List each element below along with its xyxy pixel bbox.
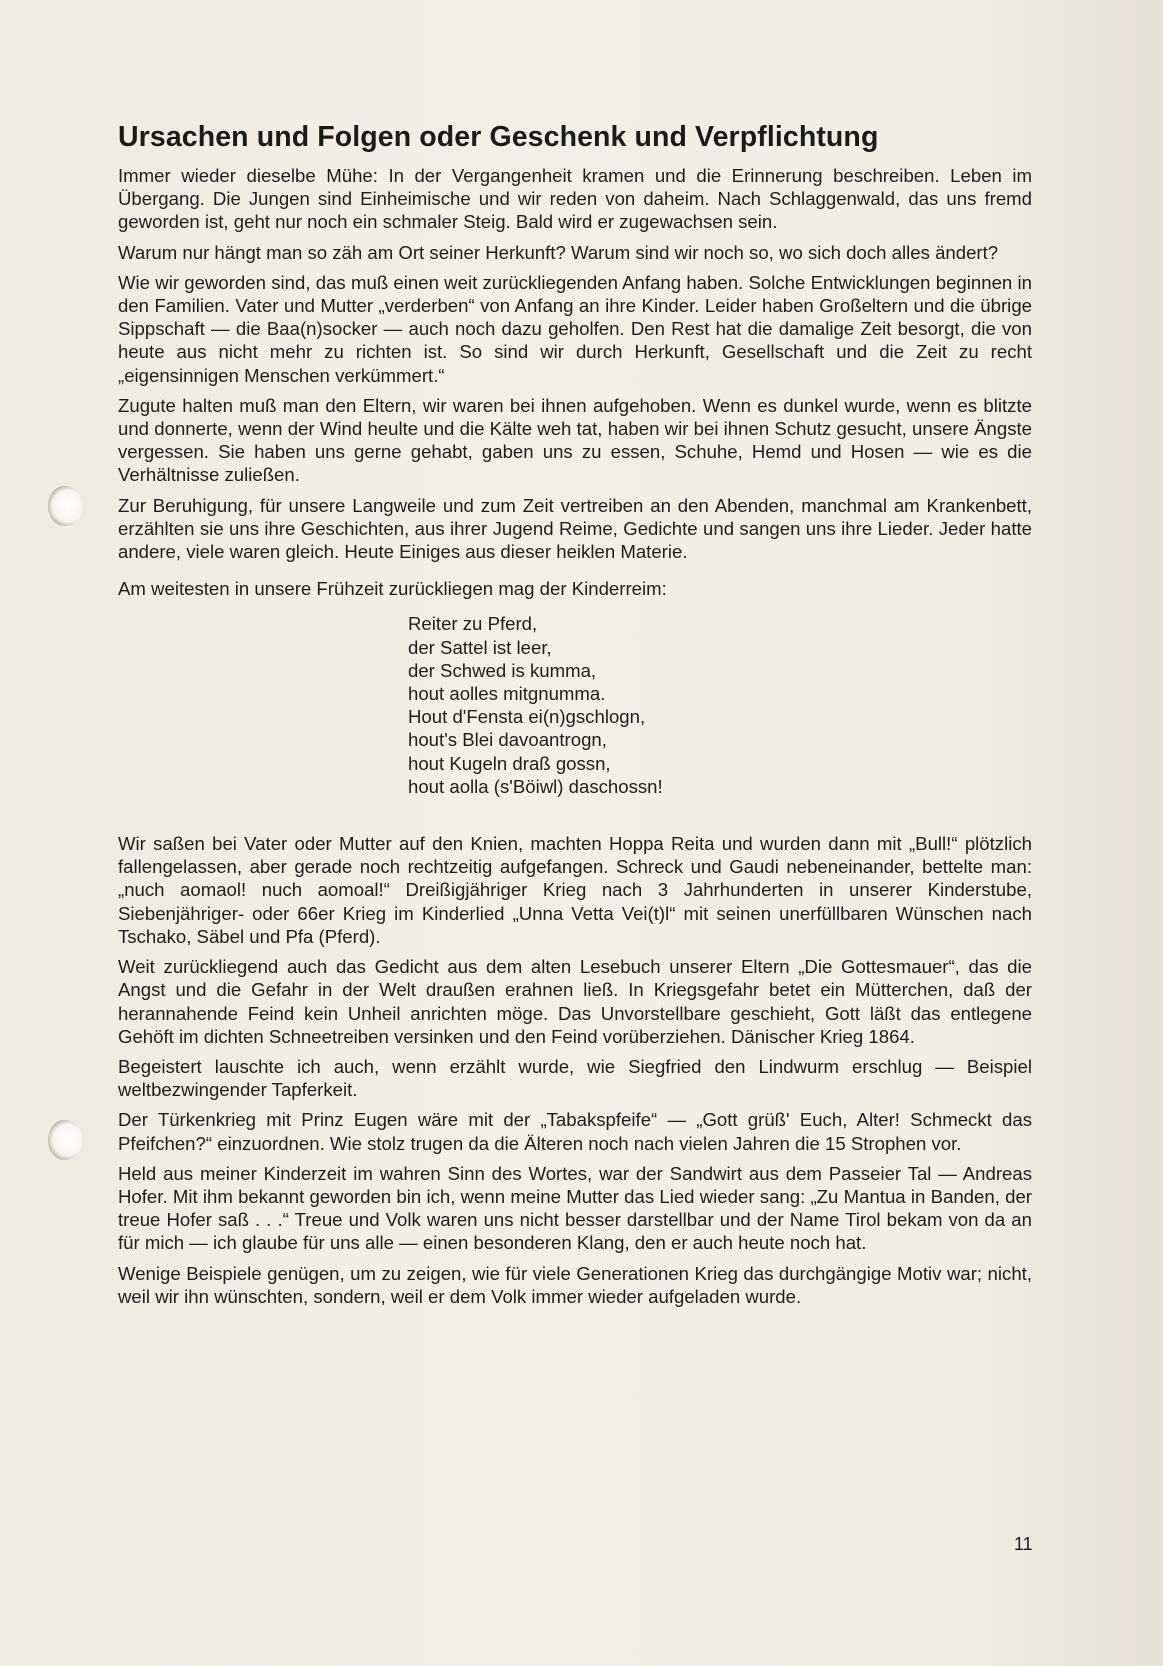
paragraph: Wir saßen bei Vater oder Mutter auf den Knien, machten Hoppa Reita und wurden dann mit „Bull!“ plötzlich fallengelassen, aber gerade noch rechtzeitig aufgefangen. Schreck und Gaudi nebeneinander, bettelte man: „nuch aomaol! nuch aomoal!“ Dreißigjähriger Krieg nach 3 Jahrhunderten in unserer Kinderstube, Siebenjähriger- oder 66er Krieg im Kinderlied „Unna Vetta Vei(t)l“ mit seinen unerfüllbaren Wünschen nach Tschako, Säbel und Pfa (Pferd).: [118, 833, 1032, 947]
punch-hole-bottom: [48, 1120, 82, 1160]
paragraph: Immer wieder dieselbe Mühe: In der Vergangenheit kramen und die Erinnerung beschreiben. Leben im Übergang. Die Jungen sind Einheimische und wir reden von daheim. Nach Schlaggenwald, das uns fremd geworden ist, geht nur noch ein schmaler Steig. Bald wird er zugewachsen sein.: [118, 165, 1032, 233]
paragraph: Der Türkenkrieg mit Prinz Eugen wäre mit der „Tabakspfeife“ — „Gott grüß' Euch, Alter! Schmeckt das Pfeifchen?“ einzuordnen. Wie stolz trugen da die Älteren noch nach vielen Jahren die 15 Strophen vor.: [118, 1109, 1032, 1154]
paragraph: Zur Beruhigung, für unsere Langweile und zum Zeit vertreiben an den Abenden, manchmal am Krankenbett, erzählten sie uns ihre Geschichten, aus ihrer Jugend Reime, Gedichte und sangen uns ihre Lieder. Jeder hatte andere, viele waren gleich. Heute Einiges aus dieser heiklen Materie.: [118, 494, 1032, 563]
poem-line: Hout d'Fensta ei(n)gschlogn,: [408, 706, 646, 728]
paragraph: Wie wir geworden sind, das muß einen weit zurückliegenden Anfang haben. Solche Entwicklungen beginnen in den Familien. Vater und Mutter „verderben“ von Anfang an ihre Kinder. Leider haben Großeltern und die übrige Sippschaft — die Baa(n)socker — auch noch dazu geholfen. Den Rest hat die damalige Zeit besorgt, die von heute aus nicht mehr zu richten ist. So sind wir durch Herkunft, Gesellschaft und die Zeit zu recht „eigensinnigen Menschen verkümmert.“: [118, 271, 1032, 386]
paragraph: Held aus meiner Kinderzeit im wahren Sinn des Wortes, war der Sandwirt aus dem Passeier Tal — Andreas Hofer. Mit ihm bekannt geworden bin ich, wenn meine Mutter das Lied wieder sang: „Zu Mantua in Banden, der treue Hofer saß . . .“ Treue und Volk waren uns nicht besser darstellbar und der Name Tirol bekam von da an für mich — ich glaube für uns alle — einen besonderen Klang, den er auch heute noch hat.: [118, 1162, 1032, 1254]
paragraph: Zugute halten muß man den Eltern, wir waren bei ihnen aufgehoben. Wenn es dunkel wurde, wenn es blitzte und donnerte, wenn der Wind heulte und die Kälte weh tat, haben wir bei ihnen Schutz gesucht, unsere Ängste vergessen. Sie haben uns gerne gehabt, gaben uns zu essen, Schuhe, Hemd und Hosen — wie es die Verhältnisse zuließen.: [118, 394, 1032, 486]
page-number: 11: [1014, 1534, 1033, 1554]
paragraph: Wenige Beispiele genügen, um zu zeigen, wie für viele Generationen Krieg das durchgängige Motiv war; nicht, weil wir ihn wünschten, sondern, weil er dem Volk immer wieder aufgeladen wurde.: [118, 1262, 1032, 1307]
paragraph: Weit zurückliegend auch das Gedicht aus dem alten Lesebuch unserer Eltern „Die Gottesmauer“, das die Angst und die Gefahr in der Welt draußen erahnen ließ. In Kriegsgefahr betet ein Mütterchen, daß der herannahende Feind kein Unheil anrichten möge. Das Unvorstellbare geschieht, Gott läßt das entlegene Gehöft im dichten Schneetreiben versinken und den Feind vorüberziehen. Dänischer Krieg 1864.: [118, 956, 1032, 1047]
poem-line: Reiter zu Pferd,: [408, 613, 538, 635]
children-rhyme: [408, 612, 1032, 798]
paragraph: Warum nur hängt man so zäh am Ort seiner Herkunft? Warum sind wir noch so, wo sich doch alles ändert?: [118, 241, 999, 263]
poem-line: hout aolles mitgnumma.: [408, 683, 606, 705]
article-title: Ursachen und Folgen oder Geschenk und Verpflichtung: [118, 121, 879, 153]
paragraph: Begeistert lauschte ich auch, wenn erzählt wurde, wie Siegfried den Lindwurm erschlug — Beispiel weltbezwingender Tapferkeit.: [118, 1055, 1032, 1101]
poem-line: hout Kugeln draß gossn,: [408, 752, 611, 774]
paragraph: Am weitesten in unsere Frühzeit zurückliegen mag der Kinderreim:: [118, 578, 667, 600]
poem-line: der Schwed is kumma,: [408, 659, 597, 681]
punch-hole-top: [48, 486, 82, 526]
article: [118, 120, 1032, 1315]
poem-line: der Sattel ist leer,: [408, 636, 552, 658]
poem-line: hout aolla (s'Böiwl) daschossn!: [408, 775, 663, 797]
poem-line: hout's Blei davoantrogn,: [408, 729, 607, 751]
